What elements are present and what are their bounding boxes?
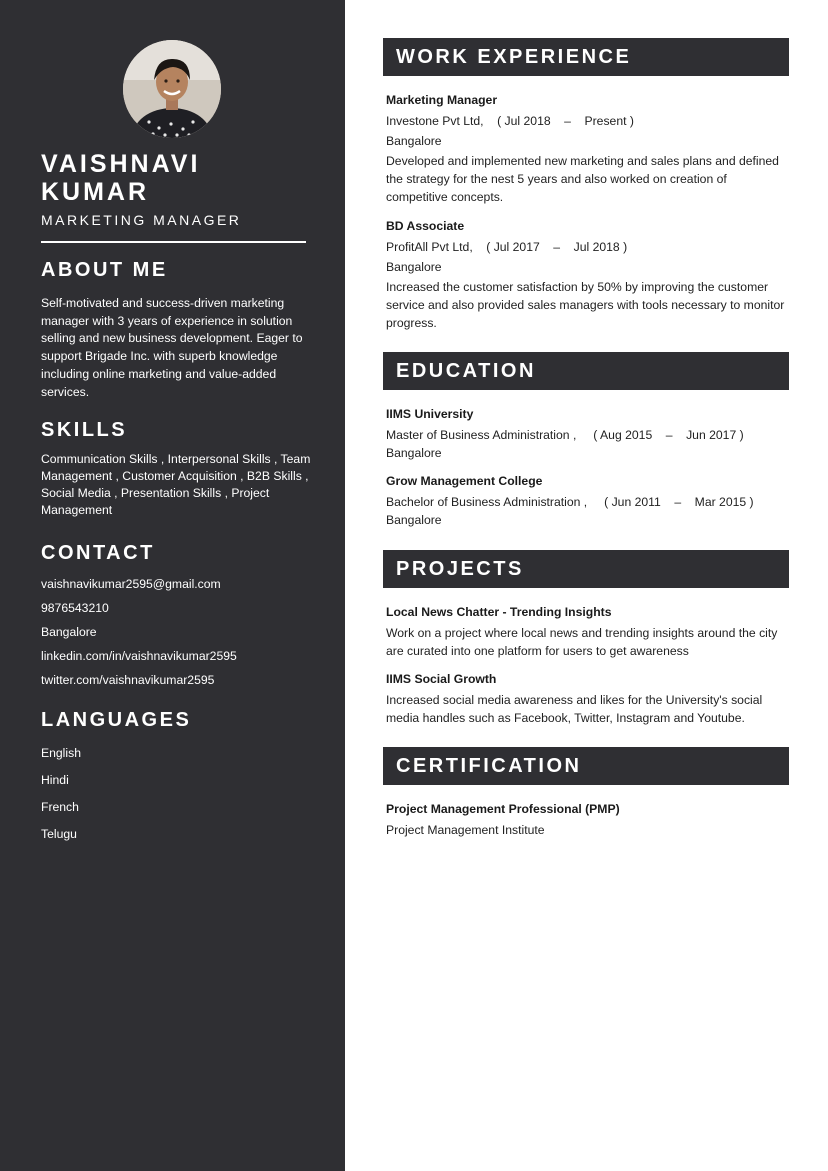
languages-heading: LANGUAGES [41, 709, 192, 731]
contact-linkedin[interactable]: linkedin.com/in/vaishnavikumar2595 [41, 649, 237, 663]
language-item: French [41, 800, 79, 814]
certification-entry [386, 800, 788, 839]
about-text: Self-motivated and success-driven marketing manager with 3 years of experience in solution selling and new business development. Eager to support Brigade Inc. with superb knowledge including online marketing and value-added services. [41, 296, 303, 399]
about-heading: ABOUT ME [41, 259, 168, 281]
project-title: Local News Chatter - Trending Insights [386, 605, 612, 619]
main-content [345, 0, 828, 1171]
name-line-1: VAISHNAVI [41, 150, 201, 178]
contact-email[interactable]: vaishnavikumar2595@gmail.com [41, 577, 221, 591]
contact-heading: CONTACT [41, 542, 155, 564]
contact-phone[interactable]: 9876543210 [41, 601, 109, 615]
education-heading: EDUCATION [383, 352, 789, 390]
language-item: Hindi [41, 773, 69, 787]
contact-twitter[interactable]: twitter.com/vaishnavikumar2595 [41, 673, 215, 687]
education-location: Bangalore [386, 446, 442, 460]
candidate-role: MARKETING MANAGER [41, 212, 242, 228]
divider [41, 241, 306, 243]
contact-location: Bangalore [41, 625, 97, 639]
job-entry [386, 91, 788, 206]
project-entry [386, 603, 788, 660]
education-entry [386, 472, 788, 529]
language-item: Telugu [41, 827, 77, 841]
job-company-dates: Investone Pvt Ltd, ( Jul 2018 – Present ) [386, 114, 634, 128]
job-entry [386, 217, 788, 332]
project-description: Increased social media awareness and likes for the University's social media handles such as Facebook, Twitter, Instagram and Youtube. [386, 693, 763, 725]
name-line-2: KUMAR [41, 178, 150, 206]
certification-heading: CERTIFICATION [383, 747, 789, 785]
degree-dates: Bachelor of Business Administration , ( Jun 2011 – Mar 2015 ) [386, 495, 754, 509]
language-item: English [41, 746, 81, 760]
job-description: Developed and implemented new marketing and sales plans and defined the strategy for the nest 5 years and also worked on creation of competitive concepts. [386, 154, 779, 204]
job-title: Marketing Manager [386, 93, 498, 107]
job-location: Bangalore [386, 260, 442, 274]
job-company-dates: ProfitAll Pvt Ltd, ( Jul 2017 – Jul 2018 ) [386, 240, 628, 254]
education-entry [386, 405, 788, 462]
job-location: Bangalore [386, 134, 442, 148]
certification-title: Project Management Professional (PMP) [386, 802, 620, 816]
job-description: Increased the customer satisfaction by 50% by improving the customer service and also provided sales managers with tools necessary to monitor progress. [386, 280, 785, 330]
project-description: Work on a project where local news and trending insights around the city are curated into one platform for users to get awareness [386, 626, 778, 658]
profile-photo [123, 40, 221, 138]
school-name: Grow Management College [386, 474, 543, 488]
education-location: Bangalore [386, 513, 442, 527]
skills-text: Communication Skills , Interpersonal Skills , Team Management , Customer Acquisition , B2B Skills , Social Media , Presentation Skills , Project Management [41, 452, 311, 517]
project-entry [386, 670, 788, 727]
work-experience-heading: WORK EXPERIENCE [383, 38, 789, 76]
skills-heading: SKILLS [41, 419, 128, 441]
project-title: IIMS Social Growth [386, 672, 497, 686]
certification-issuer: Project Management Institute [386, 823, 545, 837]
sidebar [0, 0, 345, 1171]
degree-dates: Master of Business Administration , ( Aug 2015 – Jun 2017 ) [386, 428, 744, 442]
school-name: IIMS University [386, 407, 474, 421]
projects-heading: PROJECTS [383, 550, 789, 588]
candidate-name [41, 150, 200, 206]
job-title: BD Associate [386, 219, 465, 233]
